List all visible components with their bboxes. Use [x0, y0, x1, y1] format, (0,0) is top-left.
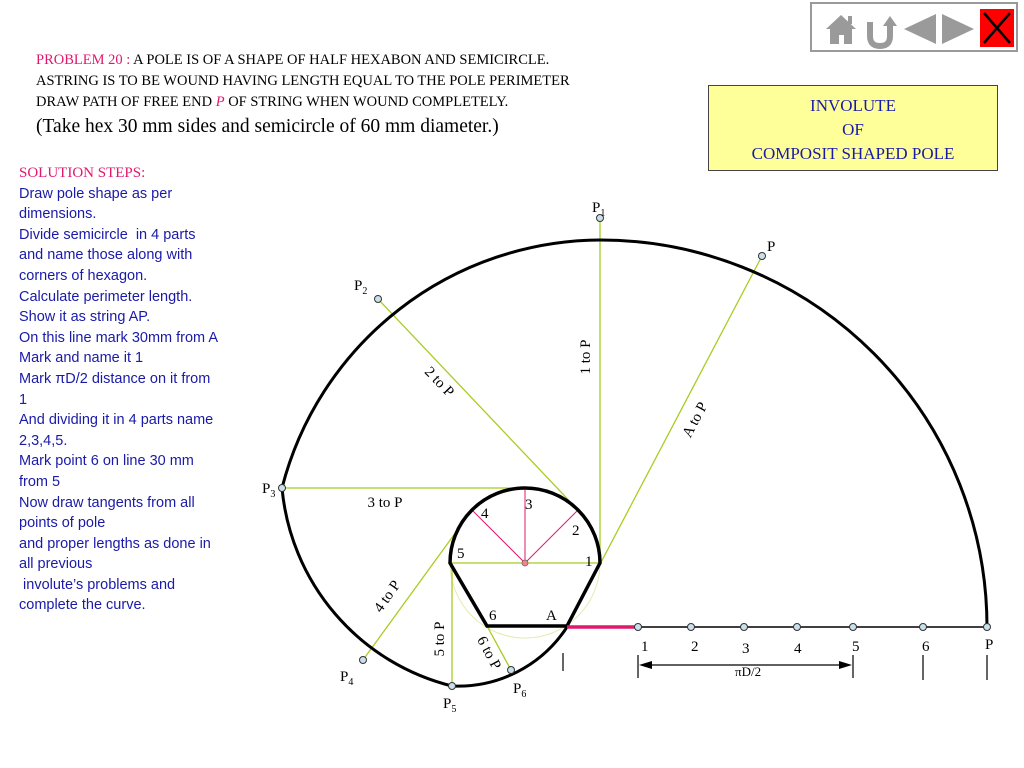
label-3-to-p: 3 to P: [367, 495, 403, 511]
string-label-5: 5: [852, 639, 860, 655]
solution-step: Mark πD/2 distance on it from 1: [19, 370, 215, 408]
problem-text-1: A POLE IS OF A SHAPE OF HALF HEXABON AND SEMICIRCLE.: [133, 52, 550, 68]
solution-step: Mark and name it 1: [19, 350, 144, 367]
label-p5: $P_5$: [443, 696, 457, 715]
problem-label: PROBLEM 20 :: [36, 52, 131, 68]
solution-step: involute’s problems and complete the curve.: [19, 576, 180, 614]
radius-2: [525, 510, 578, 563]
label-1-to-p: 1 to P: [578, 339, 594, 375]
solution-step: Draw pole shape as per dimensions.: [19, 185, 177, 223]
label-p6: $P_6$: [513, 681, 527, 700]
solution-step: and proper lengths as done in all previous: [19, 535, 215, 573]
label-p-final: P: [767, 239, 776, 255]
string-mark-5: [850, 624, 857, 631]
point-p2: [375, 296, 382, 303]
solution-step: Show it as string AP.: [19, 309, 151, 326]
problem-text-3b: OF STRING WHEN WOUND COMPLETELY.: [228, 94, 509, 110]
solution-step: Now draw tangents from all points of pole: [19, 494, 199, 532]
title-line-1: INVOLUTE: [810, 96, 896, 115]
label-5-to-p: 5 to P: [432, 621, 448, 657]
dimension-arrow-left: [639, 661, 652, 669]
radius-4: [472, 510, 525, 563]
label-2-to-p: 2 to P: [420, 364, 457, 401]
string-mark-4: [794, 624, 801, 631]
solution-step: Divide semicircle in 4 parts and name those along with corners of hexagon.: [19, 226, 200, 284]
string-label-3: 3: [742, 641, 750, 657]
free-end-variable: P: [215, 94, 225, 110]
string-label-p: P: [985, 637, 994, 653]
tangent-labels: [367, 339, 711, 672]
pole-label-a: A: [546, 608, 557, 624]
string-mark-3: [741, 624, 748, 631]
pole-center: [522, 560, 528, 566]
title-line-3: COMPOSIT SHAPED POLE: [751, 144, 955, 163]
pi-d2-label: πD/2: [735, 664, 762, 679]
title-line-2: OF: [842, 120, 864, 139]
solution-step: Calculate perimeter length.: [19, 288, 193, 305]
label-6-to-p: 6 to P: [473, 633, 504, 673]
label-p3: $P_3$: [262, 481, 276, 500]
solution-heading: SOLUTION STEPS:: [19, 165, 146, 181]
solution-step: Mark point 6 on line 30 mm from 5: [19, 453, 198, 490]
given-dimensions: (Take hex 30 mm sides and semicircle of 60 mm diameter.): [36, 116, 499, 137]
label-p4: $P_4$: [340, 669, 354, 688]
problem-text-3a: DRAW PATH OF FREE END: [36, 94, 213, 110]
pole-label-1: 1: [585, 554, 593, 570]
string-mark-p: [984, 624, 991, 631]
pole-label-3: 3: [525, 497, 533, 513]
string-mark-2: [688, 624, 695, 631]
string-label-4: 4: [794, 641, 802, 657]
string-label-1: 1: [641, 639, 649, 655]
point-p-a: [759, 253, 766, 260]
problem-line-2: ASTRING IS TO BE WOUND HAVING LENGTH EQUAL TO THE POLE PERIMETER: [36, 73, 570, 89]
string-mark-1: [635, 624, 642, 631]
solution-step: On this line mark 30mm from A: [19, 329, 219, 346]
label-p1: $P_1$: [592, 200, 606, 219]
string-mark-6: [920, 624, 927, 631]
label-4-to-p: 4 to P: [371, 577, 405, 616]
string-labels: [641, 637, 993, 657]
string-label-6: 6: [922, 639, 930, 655]
label-p2: $P_2$: [354, 278, 368, 297]
dimension-arrow-right: [839, 661, 852, 669]
pole-label-5: 5: [457, 546, 465, 562]
solution-step: And dividing it in 4 parts name 2,3,4,5.: [19, 412, 218, 449]
label-a-to-p: A to P: [679, 399, 712, 441]
point-p4: [360, 657, 367, 664]
string-label-2: 2: [691, 639, 699, 655]
curve-point-markers: [279, 215, 766, 690]
pole-label-2: 2: [572, 523, 580, 539]
point-p6: [508, 667, 515, 674]
point-p3: [279, 485, 286, 492]
pole-label-4: 4: [481, 506, 489, 522]
point-p5: [449, 683, 456, 690]
involute-curve: [282, 240, 987, 686]
tangent-2-to-p: [378, 299, 578, 510]
pole-label-6: 6: [489, 608, 497, 624]
dimension-lines: [563, 653, 987, 680]
